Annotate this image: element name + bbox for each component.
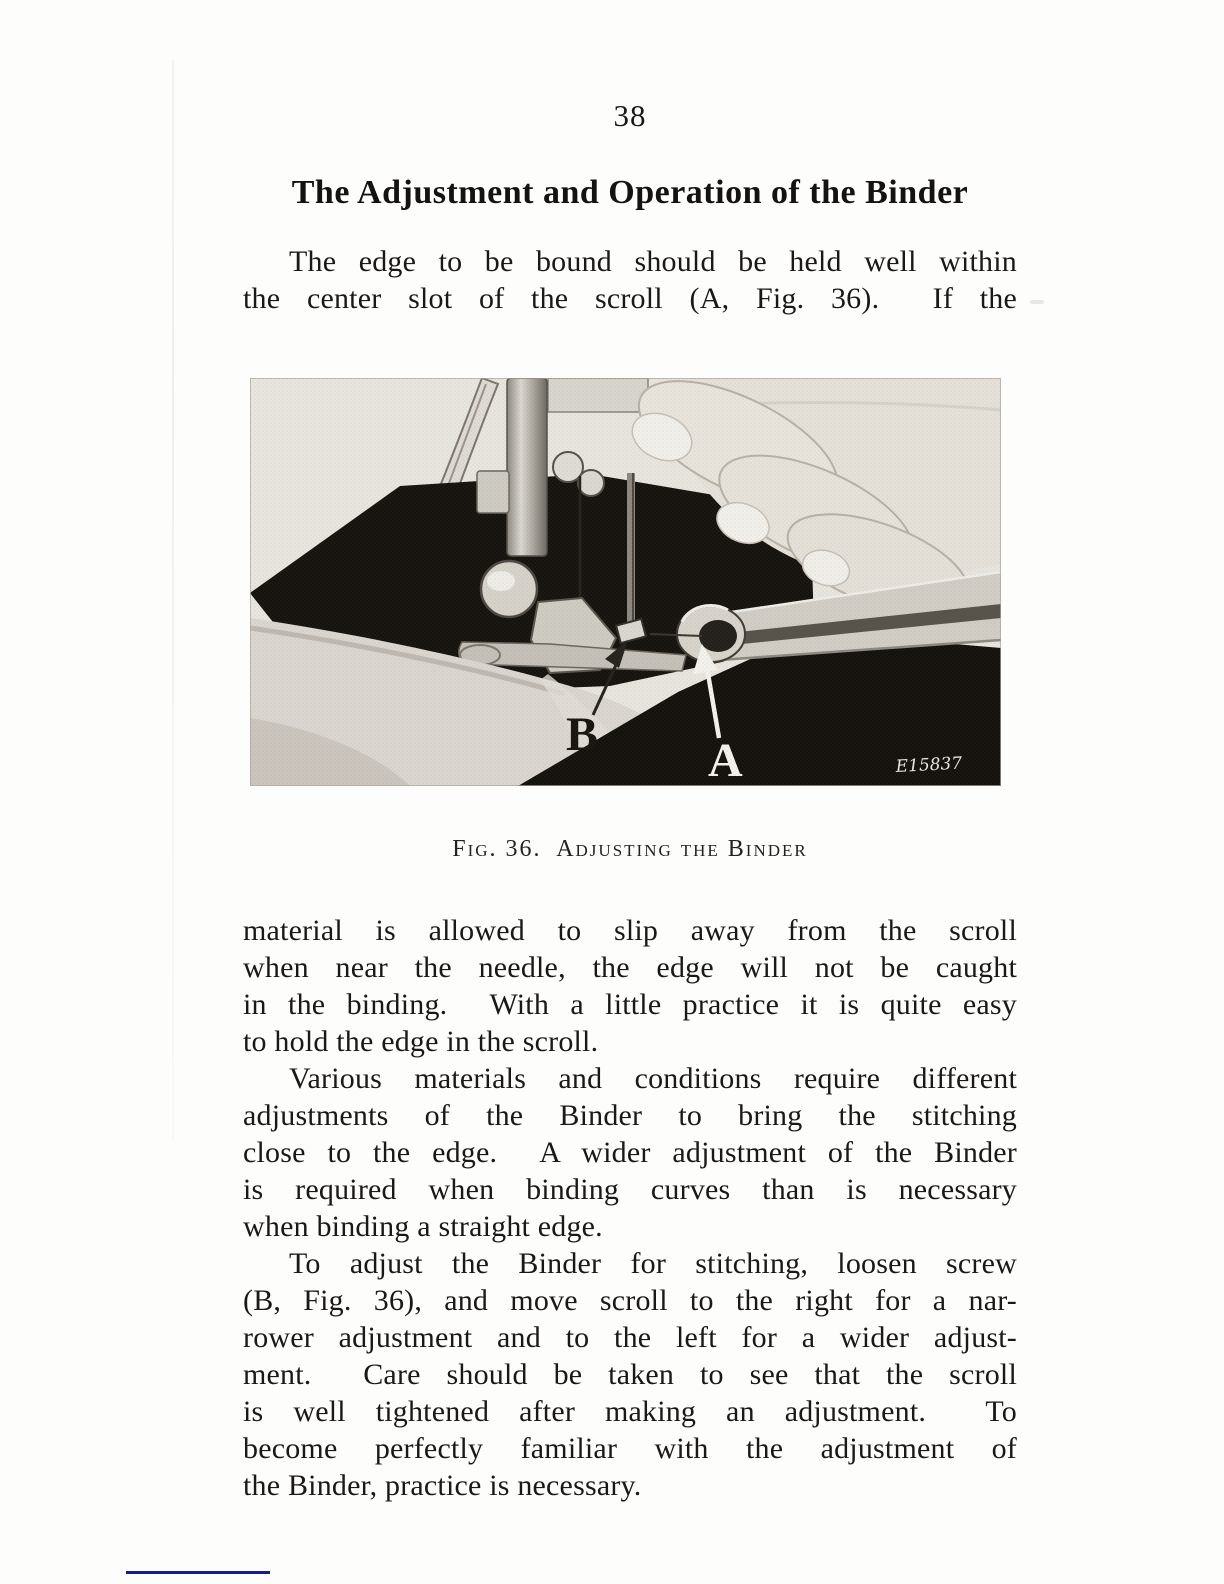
page-number: 38 (613, 98, 647, 133)
section-heading: The Adjustment and Operation of the Binder (291, 174, 969, 211)
binder-photo-illustration (250, 378, 1001, 786)
text-line: material is allowed to slip away from the scroll (243, 914, 1017, 947)
text-line: rower adjustment and to the left for a wider adjust- (243, 1321, 1017, 1354)
text-line: is well tightened after making an adjustment. To (243, 1395, 1017, 1428)
text-line: in the binding. With a little practice it is quite easy (243, 988, 1017, 1021)
halftone-texture (250, 378, 1001, 786)
text-line: close to the edge. A wider adjustment of the Binder (243, 1136, 1017, 1169)
text-line: The edge to be bound should be held well within (289, 245, 1017, 278)
text-line: to hold the edge in the scroll. (243, 1025, 599, 1058)
text-line: when near the needle, the edge will not be caught (243, 951, 1017, 984)
text-line: ment. Care should be taken to see that the scroll (243, 1358, 1017, 1391)
text-line: is required when binding curves than is necessary (243, 1173, 1017, 1206)
text-line: the Binder, practice is necessary. (243, 1469, 642, 1502)
scan-edge-artifact (172, 60, 174, 1140)
scan-smudge-artifact (1030, 300, 1044, 304)
text-line: Various materials and conditions require different (289, 1062, 1017, 1095)
photo-label-a: A (708, 734, 743, 786)
text-line: when binding a straight edge. (243, 1210, 603, 1243)
figure-caption: Fig. 36. Adjusting the Binder (452, 836, 808, 862)
text-line: become perfectly familiar with the adjustment of (243, 1432, 1017, 1465)
scan-underline-artifact (126, 1571, 270, 1574)
body-text (243, 912, 1017, 1504)
photo-label-b: B (566, 708, 599, 761)
text-line: the center slot of the scroll (A, Fig. 36). If the (243, 282, 1017, 315)
text-line: adjustments of the Binder to bring the stitching (243, 1099, 1017, 1132)
photo-id: E15837 (895, 753, 963, 777)
text-line: (B, Fig. 36), and move scroll to the right for a nar- (243, 1284, 1017, 1317)
intro-paragraph (243, 243, 1017, 317)
figure-photo (250, 378, 1001, 786)
text-line: To adjust the Binder for stitching, loosen screw (289, 1247, 1017, 1280)
